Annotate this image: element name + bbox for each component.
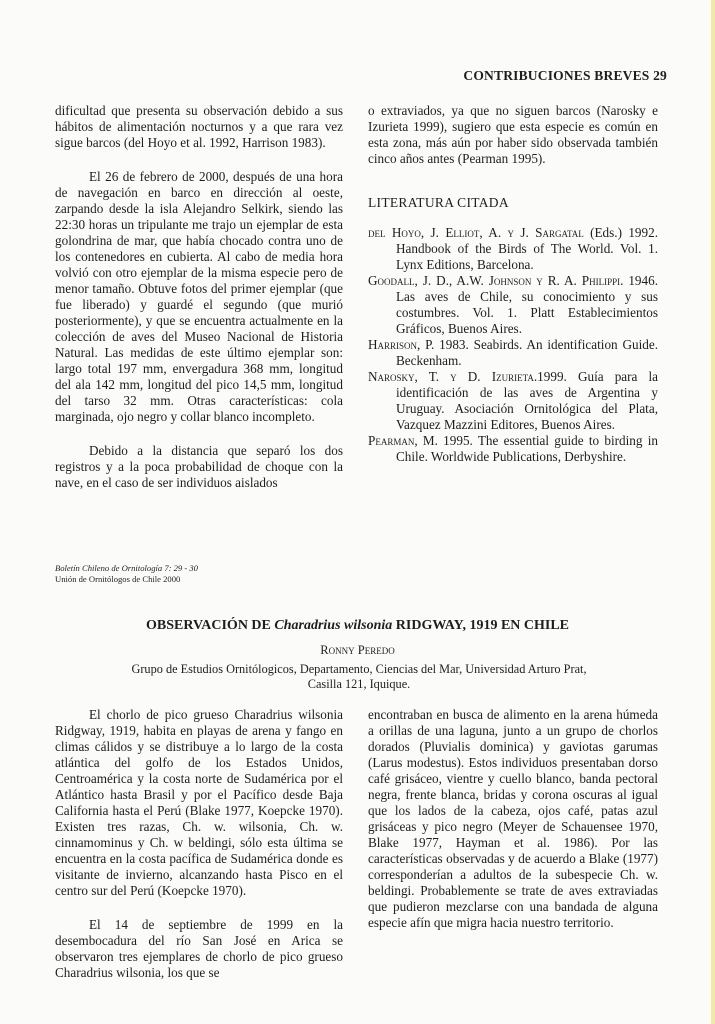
reference-authors: del Hoyo, J. Elliot, A. y J. Sargatal (368, 225, 584, 240)
reference-text: 1946. Las aves de Chile, su conocimiento y sus costumbres. Vol. 1. Platt Establecimientos Gráficos, Buenos Aires. (396, 273, 659, 336)
article1-paragraph-2: El 26 de febrero de 2000, después de una hora de navegación en barco en dirección al oeste, zarpando desde la isla Alejandro Selkirk, siendo las 22:30 horas un tripulante me trajo un ejemplar de esta golondrina de mar, que había chocado contra uno de los contenedores en cubierta. Al cabo de media hora volvió con otro ejemplar de la misma especie pero de menor tamaño. Obtuve fotos del primer ejemplar (que fue liberado) y guardé el segundo (que murió posteriormente), y que se encuentra actualmente en la colección de aves del Museo Nacional de Historia Natural. Las medidas de este último ejemplar son: largo total 197 mm, envergadura 368 mm, longitud del ala 142 mm, longitud del pico 14,5 mm, longitud del tarso 32 mm. Otras características: cola marginada, ojo negro y collar blanco incompleto. (55, 169, 343, 424)
running-head: CONTRIBUCIONES BREVES 29 (463, 68, 667, 83)
reference-item (368, 273, 658, 337)
article2-title-post: RIDGWAY, 1919 EN CHILE (392, 618, 570, 633)
reference-authors: Narosky, T. y D. Izurieta. (368, 369, 538, 384)
reference-authors: Pearman, M. (368, 433, 438, 448)
reference-item (368, 337, 658, 369)
reference-list (368, 225, 658, 465)
affiliation-line-2: Casilla 121, Iquique. (307, 677, 411, 691)
article2-title-species: Charadrius wilsonia (274, 618, 393, 633)
reference-text: 1983. Seabirds. An identification Guide. Beckenham. (396, 337, 658, 368)
article2-right-column (368, 707, 658, 941)
journal-citation (55, 563, 198, 585)
article2-affiliation (60, 662, 658, 692)
article2-paragraph-1: El chorlo de pico grueso Charadrius wilsonia Ridgway, 1919, habita en playas de arena y fango en climas cálidos y se distribuye a lo largo de la costa atlántica del golfo de los Estados Unidos, Centroamérica y la costa norte de Sudamérica por el Atlántico hasta Brasil y por el Pacífico desde Baja California hasta el Perú (Blake 1977, Koepcke 1970). Existen tres razas, Ch. w. wilsonia, Ch. w. cinnamominus y Ch. w beldingi, sólo esta última se encuentra en la costa pacífica de Sudamérica donde es visitante de invierno, alcanzando hasta Pisco en el centro sur del Perú (Koepcke 1970). (55, 707, 343, 898)
article1-paragraph-1: dificultad que presenta su observación debido a sus hábitos de alimentación nocturnos y a que rara vez sigue barcos (del Hoyo et al. 1992, Harrison 1983). (55, 103, 343, 150)
article2-title-pre: OBSERVACIÓN DE (145, 618, 275, 633)
citation-line-1: Boletín Chileno de Ornitología 7: 29 - 30 (55, 563, 198, 573)
article1-right-column (368, 103, 658, 465)
reference-text: 1999. Guía para la identificación de las aves de Argentina y Uruguay. Asociación Ornitológica del Plata, Vazquez Mazzini Editores, Buenos Aires. (396, 369, 659, 432)
article1-paragraph-4: o extraviados, ya que no siguen barcos (Narosky e Izurieta 1999), sugiero que esta especie es común en esta zona, más aún por haber sido observada también cinco años antes (Pearman 1995). (368, 103, 658, 166)
page-edge-rule (711, 0, 715, 1024)
reference-text: (Eds.) 1992. Handbook of the Birds of The World. Vol. 1. Lynx Editions, Barcelona. (396, 225, 658, 272)
reference-text: 1995. The essential guide to birding in Chile. Worldwide Publications, Derbyshire. (396, 433, 658, 464)
article2-paragraph-3: encontraban en busca de alimento en la arena húmeda a orillas de una laguna, junto a un grupo de chorlos dorados (Pluvialis dominica) y gaviotas garumas (Larus modestus). Estos individuos presentaban dorso café grisáceo, vientre y cuello blanco, banda pectoral negra, frente blanca, bridas y corona oscuras al igual que los lados de la cabeza, ojos café, patas azul grisáceas y pico negro (Meyer de Schauensee 1970, Blake 1977, Hayman et al. 1986). Por las características observadas y de acuerdo a Blake (1977) corresponderían a adultos de la subespecie Ch. w. beldingi. Probablemente se trate de aves extraviadas que pudieron mezclarse con una bandada de alguna especie afín que migra hacia nuestro territorio. (368, 707, 658, 930)
article2-paragraph-2: El 14 de septiembre de 1999 en la desembocadura del río San José en Arica se observaron tres ejemplares de chorlo de pico grueso Charadrius wilsonia, los que se (55, 917, 343, 980)
affiliation-line-1: Grupo de Estudios Ornitólogicos, Departamento, Ciencias del Mar, Universidad Arturo Prat, (131, 662, 587, 676)
reference-authors: Goodall, J. D., A.W. Johnson y R. A. Philippi. (368, 273, 624, 288)
article2-title (0, 618, 715, 634)
reference-item (368, 369, 658, 433)
citation-line-2: Unión de Ornitólogos de Chile 2000 (55, 574, 181, 584)
article1-paragraph-3: Debido a la distancia que separó los dos registros y a la poca probabilidad de choque con la nave, en el caso de ser individuos aislados (55, 443, 343, 490)
reference-item (368, 433, 658, 465)
literature-heading: LITERATURA CITADA (368, 195, 509, 210)
article2-author: Ronny Peredo (320, 643, 395, 657)
reference-authors: Harrison, P. (368, 337, 435, 352)
article2-left-column (55, 707, 343, 991)
article1-left-column (55, 103, 343, 501)
reference-item (368, 225, 658, 273)
